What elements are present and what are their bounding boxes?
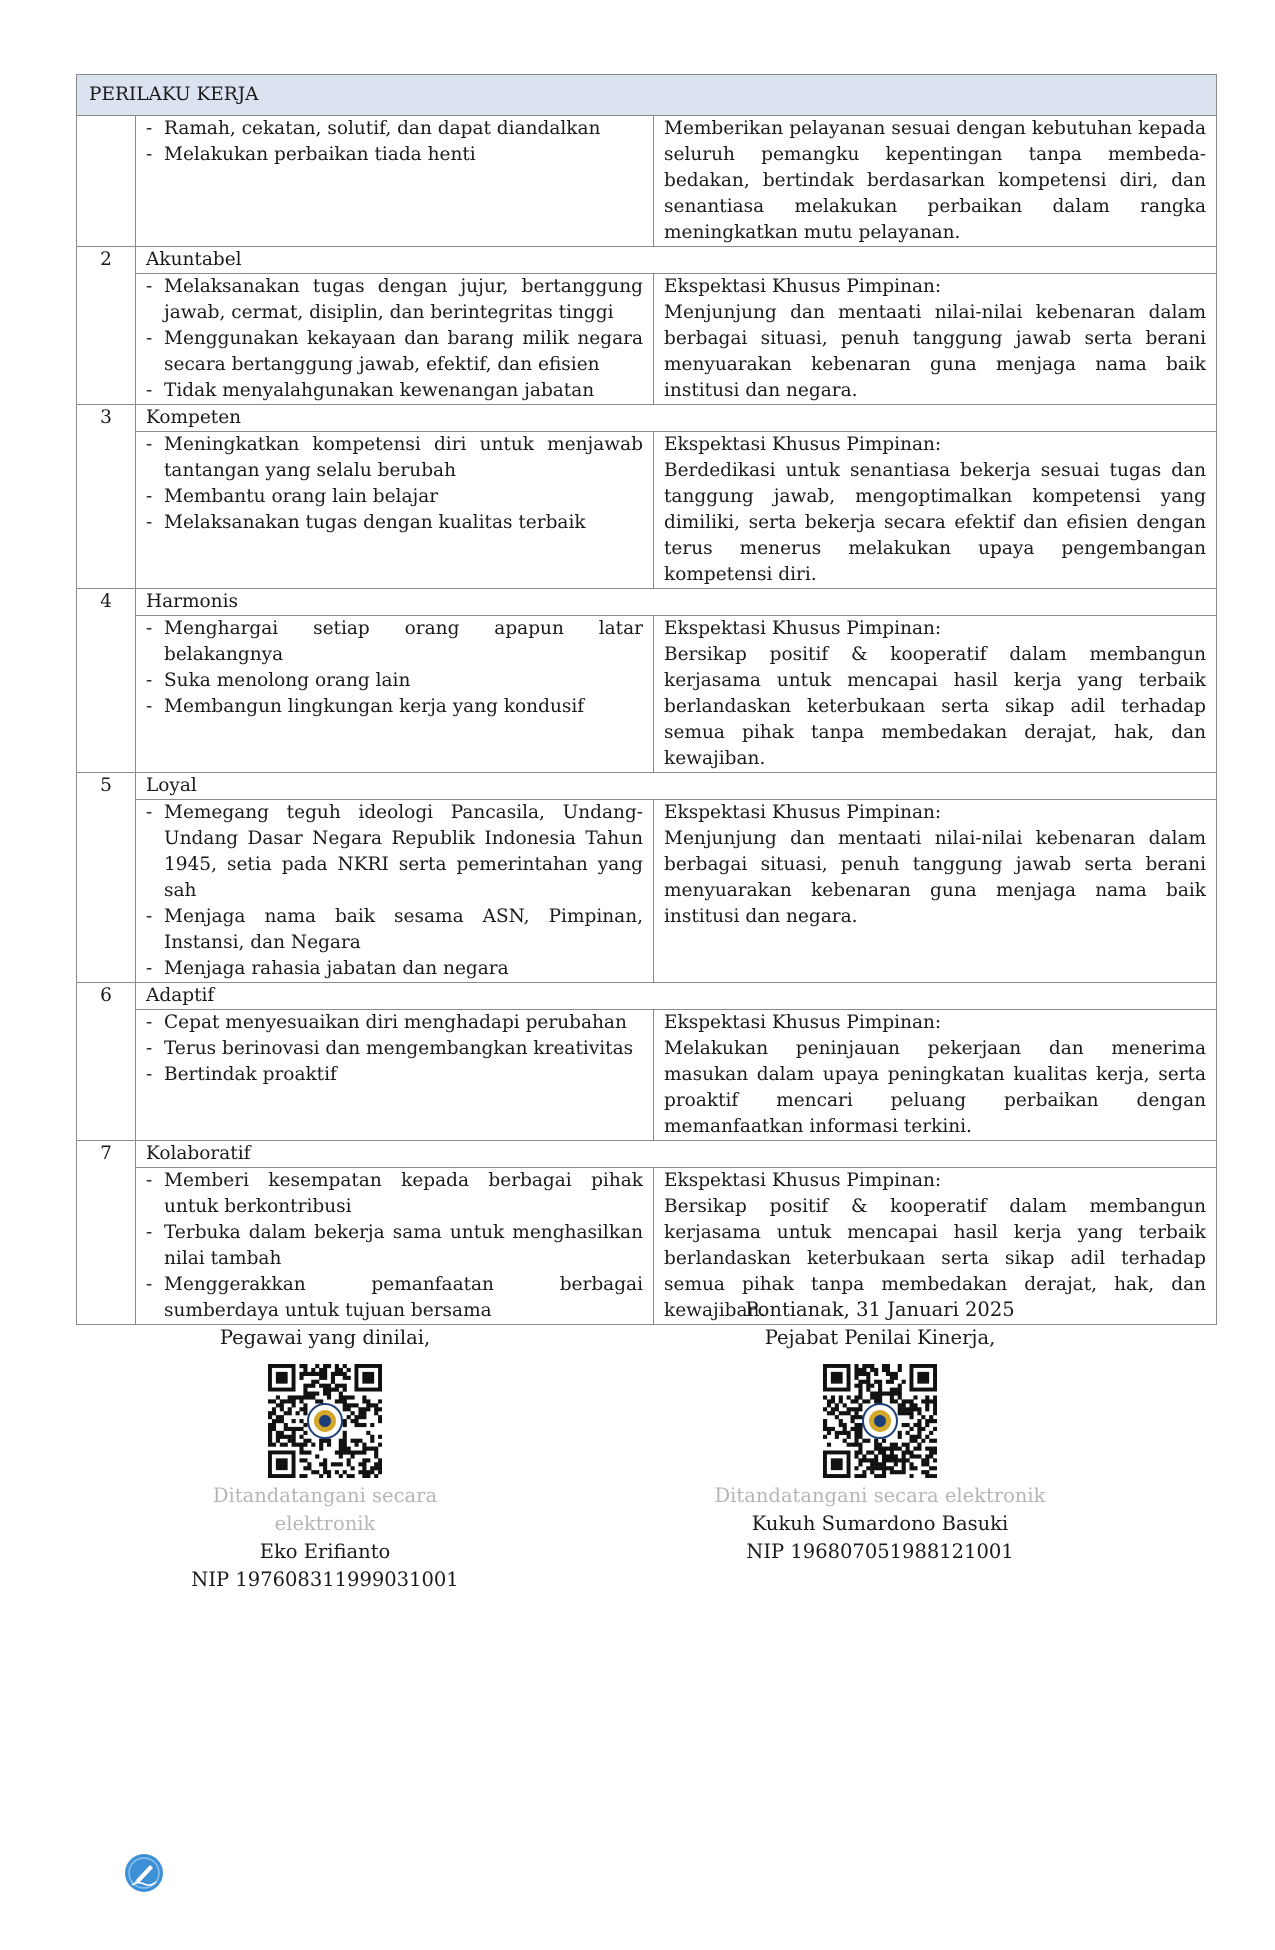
right-role: Pejabat Penilai Kinerja, xyxy=(764,1326,996,1349)
signature-right xyxy=(705,1296,1055,1566)
behavior-list xyxy=(146,616,643,720)
table-header: PERILAKU KERJA xyxy=(77,75,1217,116)
table-title-row xyxy=(77,589,1217,616)
row-title: Kompeten xyxy=(136,405,1217,432)
expectation-label: Ekspektasi Khusus Pimpinan: xyxy=(664,434,942,455)
list-item: - Menggunakan kekayaan dan barang milik negara secara bertanggung jawab, efektif, dan efisien xyxy=(146,326,643,378)
behavior-items xyxy=(136,1010,654,1141)
table-title-row xyxy=(77,1141,1217,1168)
list-item: - Membantu orang lain belajar xyxy=(146,484,643,510)
behavior-list xyxy=(146,274,643,404)
expectation-text: Bersikap positif & kooperatif dalam membangun kerjasama untuk mencapai hasil kerja yang terbaik berlandaskan keterbukaan serta sikap adil terhadap semua pihak tanpa membedakan derajat, hak, dan kewajiban. xyxy=(664,644,1207,769)
list-item: - Cepat menyesuaikan diri menghadapi perubahan xyxy=(146,1010,643,1036)
table-row xyxy=(77,274,1217,405)
table-title-row xyxy=(77,983,1217,1010)
list-item: - Ramah, cekatan, solutif, dan dapat diandalkan xyxy=(146,116,643,142)
behavior-items xyxy=(136,432,654,589)
behavior-items xyxy=(136,616,654,773)
table-row xyxy=(77,616,1217,773)
row-title: Akuntabel xyxy=(136,247,1217,274)
expectation-label: Ekspektasi Khusus Pimpinan: xyxy=(664,276,942,297)
row-title: Harmonis xyxy=(136,589,1217,616)
list-item: - Memberi kesempatan kepada berbagai pihak untuk berkontribusi xyxy=(146,1168,643,1220)
left-date xyxy=(175,1296,475,1324)
expectation-cell xyxy=(654,1010,1217,1141)
table-row xyxy=(77,116,1217,247)
row-title: Loyal xyxy=(136,773,1217,800)
expectation-label: Ekspektasi Khusus Pimpinan: xyxy=(664,1170,942,1191)
pen-sign-icon xyxy=(124,1853,164,1893)
table-title-row xyxy=(77,247,1217,274)
list-item: - Memegang teguh ideologi Pancasila, Undang-Undang Dasar Negara Republik Indonesia Tahun 1945, setia pada NKRI serta pemerintahan yang sah xyxy=(146,800,643,904)
expectation-text: Memberikan pelayanan sesuai dengan kebutuhan kepada seluruh pemangku kepentingan tanpa membeda-bedakan, bertindak berdasarkan kompetensi diri, dan senantiasa melakukan perbaikan dalam rangka meningkatkan mutu pelayanan. xyxy=(664,118,1207,243)
expectation-text: Menjunjung dan mentaati nilai-nilai kebenaran dalam berbagai situasi, penuh tanggung jawab serta berani menyuarakan kebenaran guna menjaga nama baik institusi dan negara. xyxy=(664,828,1207,927)
row-number: 4 xyxy=(77,589,136,773)
right-e-sign: Ditandatangani secara elektronik xyxy=(714,1484,1046,1507)
list-item: - Melaksanakan tugas dengan jujur, bertanggung jawab, cermat, disiplin, dan berintegritas tinggi xyxy=(146,274,643,326)
qr-code-icon xyxy=(268,1364,382,1478)
left-name: Eko Erifianto xyxy=(259,1540,391,1563)
list-item: - Terbuka dalam bekerja sama untuk menghasilkan nilai tambah xyxy=(146,1220,643,1272)
behavior-list xyxy=(146,1010,643,1088)
expectation-text: Berdedikasi untuk senantiasa bekerja sesuai tugas dan tanggung jawab, mengoptimalkan kompetensi yang dimiliki, serta bekerja secara efektif dan efisien dengan terus menerus melakukan upaya pengembangan kompetensi diri. xyxy=(664,460,1207,585)
list-item: - Bertindak proaktif xyxy=(146,1062,643,1088)
list-item: - Suka menolong orang lain xyxy=(146,668,643,694)
row-number: 6 xyxy=(77,983,136,1141)
right-nip: NIP 196807051988121001 xyxy=(746,1540,1014,1563)
list-item: - Tidak menyalahgunakan kewenangan jabatan xyxy=(146,378,643,404)
left-role: Pegawai yang dinilai, xyxy=(219,1326,431,1349)
row-number: 7 xyxy=(77,1141,136,1325)
expectation-label: Ekspektasi Khusus Pimpinan: xyxy=(664,618,942,639)
expectation-cell xyxy=(654,116,1217,247)
table-title-row xyxy=(77,405,1217,432)
table-row xyxy=(77,1010,1217,1141)
table-row xyxy=(77,800,1217,983)
qr-code-icon xyxy=(823,1364,937,1478)
expectation-label: Ekspektasi Khusus Pimpinan: xyxy=(664,802,942,823)
behavior-table xyxy=(76,74,1217,1325)
row-number: 3 xyxy=(77,405,136,589)
right-date: Pontianak, 31 Januari 2025 xyxy=(745,1298,1015,1321)
table-row xyxy=(77,432,1217,589)
list-item: - Melakukan perbaikan tiada henti xyxy=(146,142,643,168)
row-number: 5 xyxy=(77,773,136,983)
list-item: - Menjaga rahasia jabatan dan negara xyxy=(146,956,643,982)
behavior-list xyxy=(146,432,643,536)
table-title-row xyxy=(77,773,1217,800)
expectation-label: Ekspektasi Khusus Pimpinan: xyxy=(664,1012,942,1033)
expectation-cell xyxy=(654,274,1217,405)
row-number: 2 xyxy=(77,247,136,405)
row-title: Kolaboratif xyxy=(136,1141,1217,1168)
list-item: - Meningkatkan kompetensi diri untuk menjawab tantangan yang selalu berubah xyxy=(146,432,643,484)
behavior-items xyxy=(136,116,654,247)
left-e-sign: Ditandatangani secara elektronik xyxy=(212,1484,438,1535)
list-item: - Menjaga nama baik sesama ASN, Pimpinan, Instansi, dan Negara xyxy=(146,904,643,956)
behavior-list xyxy=(146,800,643,982)
expectation-cell xyxy=(654,616,1217,773)
expectation-cell xyxy=(654,432,1217,589)
expectation-cell xyxy=(654,800,1217,983)
right-name: Kukuh Sumardono Basuki xyxy=(751,1512,1009,1535)
list-item: - Terus berinovasi dan mengembangkan kreativitas xyxy=(146,1036,643,1062)
list-item: - Melaksanakan tugas dengan kualitas terbaik xyxy=(146,510,643,536)
expectation-text: Menjunjung dan mentaati nilai-nilai kebenaran dalam berbagai situasi, penuh tanggung jawab serta berani menyuarakan kebenaran guna menjaga nama baik institusi dan negara. xyxy=(664,302,1207,401)
behavior-items xyxy=(136,800,654,983)
behavior-list xyxy=(146,116,643,168)
list-item: - Membangun lingkungan kerja yang kondusif xyxy=(146,694,643,720)
left-nip: NIP 197608311999031001 xyxy=(191,1568,459,1591)
expectation-text: Bersikap positif & kooperatif dalam membangun kerjasama untuk mencapai hasil kerja yang terbaik berlandaskan keterbukaan serta sikap adil terhadap semua pihak tanpa membedakan derajat, hak, dan kewajiban. xyxy=(664,1196,1207,1321)
row-number xyxy=(77,116,136,247)
behavior-items xyxy=(136,274,654,405)
list-item: - Menggerakkan pemanfaatan berbagai sumberdaya untuk tujuan bersama xyxy=(146,1272,643,1324)
signature-left xyxy=(175,1296,475,1594)
row-title: Adaptif xyxy=(136,983,1217,1010)
expectation-text: Melakukan peninjauan pekerjaan dan menerima masukan dalam upaya peningkatan kualitas kerja, serta proaktif mencari peluang perbaikan dengan memanfaatkan informasi terkini. xyxy=(664,1038,1207,1137)
list-item: - Menghargai setiap orang apapun latar belakangnya xyxy=(146,616,643,668)
